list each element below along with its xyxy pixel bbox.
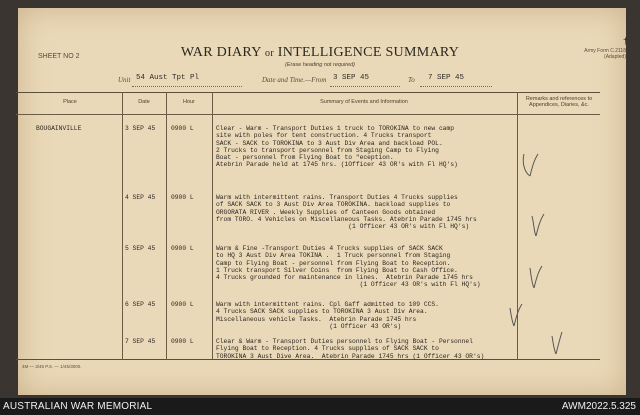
handwritten-tick (528, 210, 548, 240)
handwritten-tick (526, 262, 546, 292)
to-label: To (408, 76, 415, 84)
entry-hour: 0900 L (171, 301, 194, 308)
column-header-summary: Summary of Events and Information (320, 99, 408, 105)
entry-summary: Warm with intermittent rains. Transport Duties 4 Trucks supplies of SACK SACK to 3 Aust Div Area TOROKINA. backload supplies to ORGORATA RIVER . Weekly Supplies of Canteen Goods obtained from TORO. 4 Vehicles on Miscellaneous Tasks. Atebrin Parade 1745 hrs (1 Officer 43 OR's with Fl HQ's) (216, 194, 477, 231)
handwritten-tick (506, 302, 526, 330)
table-header-rule (16, 114, 600, 115)
column-header-remarks: Remarks and references to Appendices, Diaries, &c. (525, 96, 593, 108)
army-form-adapted: (Adapted) (604, 54, 626, 60)
entry-hour: 0900 L (171, 338, 194, 345)
entry-date: 5 SEP 45 (125, 245, 156, 252)
title-war-diary: WAR DIARY (180, 45, 262, 60)
caption-institution: AUSTRALIAN WAR MEMORIAL (3, 401, 153, 412)
form-print-note: 4M — 3/45 P.S. — 1/45/3000. (22, 364, 82, 369)
unit-dotted-line (132, 86, 242, 87)
entry-summary: Clear - Warm - Transport Duties 1 truck to TOROKINA to new camp site with poles for tent construction. 4 Trucks transport SACK - SACK to TOROKINA to 3 Aust Div Area and backload POL. 2 Trucks to transport personnel from Staging Camp to Flying Boat - personnel from Flying Boat to "eception. Atebrin Parade held at 1745 hrs. (1Officer 43 OR's with Fl HQ's) (216, 125, 458, 169)
column-header-hour: Hour (183, 99, 195, 105)
to-dotted-line (420, 86, 492, 87)
from-dotted-line (330, 86, 400, 87)
entry-date: 4 SEP 45 (125, 194, 156, 201)
col-divider-place (122, 92, 123, 360)
army-form-label (584, 48, 626, 60)
handwritten-tick (520, 150, 540, 180)
entry-date: 7 SEP 45 (125, 338, 156, 345)
col-divider-hour (212, 92, 213, 360)
entry-date: 3 SEP 45 (125, 125, 156, 132)
entry-date: 6 SEP 45 (125, 301, 156, 308)
entry-summary: Warm with intermittent rains. Cpl Gaff admitted to 109 CCS. 4 Trucks SACK SACK supplies to TOROKINA 3 Aust Div Area. Miscellaneous vehicle Tasks. Atebrin Parade 1745 hrs (1 Officer 43 OR's) (216, 301, 439, 330)
entry-hour: 0900 L (171, 245, 194, 252)
unit-value: 54 Aust Tpt Pl (136, 74, 200, 82)
entry-hour: 0900 L (171, 125, 194, 132)
date-from-value: 3 SEP 45 (333, 74, 370, 82)
document-title (0, 45, 640, 61)
title-or: or (265, 48, 274, 59)
sheet-number: SHEET NO 2 (38, 53, 80, 60)
entry-summary: Clear & Warm - Transport Duties personnel to Flying Boat - Personnel Flying Boat to Reception. 4 Trucks supplies of SACK SACK to TOROKINA 3 Aust Dive Area. Atebrin Parade 1745 hrs (1 Officer 43 OR's) (216, 338, 485, 360)
entry-hour: 0900 L (171, 194, 194, 201)
entry-summary: Warm & Fine -Transport Duties 4 Trucks supplies of SACK SACK to HQ 3 Aust Div Area TOKINA . 1 Truck personnel from Staging Camp to Flying Boat - personnel from Flying Boat to Reception. 1 Truck transport Silver Coins from Flying Boat to Cash Office. 4 Trucks grounded for maintenance in lines. Atebrin Parade 1745 hrs (1 Officer 43 OR's with Fl HQ's) (216, 245, 481, 289)
unit-label: Unit (118, 76, 131, 84)
army-form-number: Army Form C.2118 (584, 48, 626, 54)
place-value: BOUGAINVILLE (36, 125, 82, 132)
column-header-date: Date (138, 99, 150, 105)
handwritten-tick (548, 330, 566, 358)
date-to-value: 7 SEP 45 (428, 74, 465, 82)
caption-accession: AWM2022.5.325 (561, 401, 636, 412)
col-divider-date (166, 92, 167, 360)
title-intelligence-summary: INTELLIGENCE SUMMARY (277, 45, 460, 60)
date-time-label: Date and Time.—From (262, 76, 327, 84)
dagger-mark: † (622, 36, 628, 46)
column-header-place: Place (63, 99, 77, 105)
document-subtitle: (Erase heading not required) (284, 62, 355, 68)
